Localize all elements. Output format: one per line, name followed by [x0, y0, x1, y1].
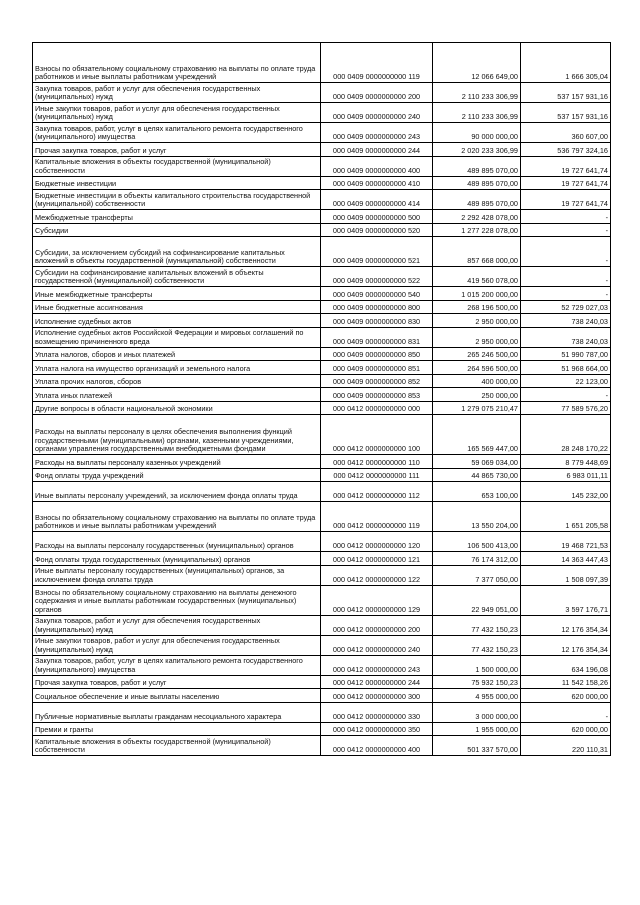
executed-amount: 1 651 205,58	[521, 502, 611, 532]
budget-code: 000 0409 0000000000 500	[321, 210, 433, 224]
budget-code: 000 0409 0000000000 200	[321, 83, 433, 103]
item-name-cell	[33, 722, 321, 736]
approved-amount: 250 000,00	[433, 388, 521, 402]
item-name-cell	[33, 83, 321, 103]
approved-amount: 90 000 000,00	[433, 123, 521, 143]
item-name-cell	[33, 675, 321, 689]
approved-amount: 106 500 413,00	[433, 532, 521, 552]
budget-code: 000 0412 0000000000 400	[321, 736, 433, 756]
table-row	[33, 327, 611, 347]
table-row	[33, 287, 611, 301]
executed-amount: -	[521, 287, 611, 301]
budget-code: 000 0409 0000000000 522	[321, 267, 433, 287]
table-row	[33, 190, 611, 210]
approved-amount: 22 949 051,00	[433, 585, 521, 615]
item-name-cell	[33, 223, 321, 237]
executed-amount: -	[521, 267, 611, 287]
executed-amount: 1 666 305,04	[521, 43, 611, 83]
item-name-cell	[33, 176, 321, 190]
approved-amount: 77 432 150,23	[433, 635, 521, 655]
item-name-cell	[33, 401, 321, 415]
budget-page	[32, 42, 610, 756]
item-name: Межбюджетные трансферты	[35, 212, 133, 222]
approved-amount: 165 569 447,00	[433, 415, 521, 455]
item-name-cell	[33, 287, 321, 301]
table-row	[33, 143, 611, 157]
table-row	[33, 267, 611, 287]
item-name-cell	[33, 143, 321, 157]
item-name-cell	[33, 702, 321, 722]
budget-code: 000 0409 0000000000 244	[321, 143, 433, 157]
item-name: Субсидии, за исключением субсидий на софинансирование капитальных вложений в объекты государственной (муниципальной) собственности	[35, 247, 285, 266]
executed-amount: 19 727 641,74	[521, 176, 611, 190]
executed-amount: -	[521, 237, 611, 267]
budget-code: 000 0412 0000000000 240	[321, 635, 433, 655]
budget-code: 000 0409 0000000000 831	[321, 327, 433, 347]
item-name: Бюджетные инвестиции	[35, 179, 117, 189]
table-row	[33, 655, 611, 675]
executed-amount: 537 157 931,16	[521, 103, 611, 123]
item-name: Уплата иных платежей	[35, 390, 113, 400]
item-name: Расходы на выплаты персоналу государственных (муниципальных) органов	[35, 541, 294, 551]
executed-amount: 537 157 931,16	[521, 83, 611, 103]
item-name: Взносы по обязательному социальному страхованию на выплаты денежного содержания и иные выплаты работникам государственных (муниципальных) органов	[35, 587, 297, 614]
budget-code: 000 0412 0000000000 120	[321, 532, 433, 552]
executed-amount: 51 968 664,00	[521, 361, 611, 375]
item-name-cell	[33, 43, 321, 83]
table-row	[33, 347, 611, 361]
table-row	[33, 689, 611, 703]
item-name-cell	[33, 374, 321, 388]
budget-code: 000 0412 0000000000 112	[321, 482, 433, 502]
executed-amount: 220 110,31	[521, 736, 611, 756]
budget-code: 000 0409 0000000000 540	[321, 287, 433, 301]
budget-code: 000 0409 0000000000 851	[321, 361, 433, 375]
approved-amount: 2 950 000,00	[433, 327, 521, 347]
table-row	[33, 176, 611, 190]
item-name: Закупка товаров, работ и услуг для обеспечения государственных (муниципальных) нужд	[35, 83, 261, 102]
item-name-cell	[33, 655, 321, 675]
table-row	[33, 388, 611, 402]
item-name: Уплата прочих налогов, сборов	[35, 377, 142, 387]
item-name-cell	[33, 552, 321, 566]
executed-amount: -	[521, 702, 611, 722]
item-name: Социальное обеспечение и иные выплаты населению	[35, 691, 220, 701]
table-row	[33, 552, 611, 566]
table-row	[33, 374, 611, 388]
executed-amount: 11 542 158,26	[521, 675, 611, 689]
item-name-cell	[33, 156, 321, 176]
budget-code: 000 0409 0000000000 852	[321, 374, 433, 388]
table-row	[33, 237, 611, 267]
executed-amount: 360 607,00	[521, 123, 611, 143]
table-row	[33, 156, 611, 176]
executed-amount: 19 727 641,74	[521, 190, 611, 210]
budget-table	[32, 42, 611, 756]
budget-code: 000 0412 0000000000 121	[321, 552, 433, 566]
budget-code: 000 0409 0000000000 240	[321, 103, 433, 123]
table-row	[33, 482, 611, 502]
approved-amount: 489 895 070,00	[433, 190, 521, 210]
item-name: Иные закупки товаров, работ и услуг для обеспечения государственных (муниципальных) нужд	[35, 103, 280, 122]
item-name: Фонд оплаты труда учреждений	[35, 471, 144, 481]
approved-amount: 1 277 228 078,00	[433, 223, 521, 237]
approved-amount: 3 000 000,00	[433, 702, 521, 722]
item-name: Уплата налога на имущество организаций и земельного налога	[35, 363, 251, 373]
item-name: Другие вопросы в области национальной экономики	[35, 404, 213, 414]
budget-code: 000 0412 0000000000 119	[321, 502, 433, 532]
item-name: Прочая закупка товаров, работ и услуг	[35, 678, 167, 688]
budget-code: 000 0409 0000000000 853	[321, 388, 433, 402]
approved-amount: 857 668 000,00	[433, 237, 521, 267]
budget-code: 000 0412 0000000000 110	[321, 455, 433, 469]
table-row	[33, 223, 611, 237]
table-row	[33, 502, 611, 532]
item-name: Взносы по обязательному социальному страхованию на выплаты по оплате труда работников и иные выплаты работникам учреждений	[35, 63, 316, 82]
table-row	[33, 532, 611, 552]
table-row	[33, 210, 611, 224]
executed-amount: 6 983 011,11	[521, 468, 611, 482]
table-row	[33, 83, 611, 103]
executed-amount: 8 779 448,69	[521, 455, 611, 469]
item-name-cell	[33, 615, 321, 635]
budget-code: 000 0409 0000000000 800	[321, 300, 433, 314]
executed-amount: 14 363 447,43	[521, 552, 611, 566]
table-row	[33, 585, 611, 615]
item-name: Капитальные вложения в объекты государственной (муниципальной) собственности	[35, 157, 271, 175]
item-name-cell	[33, 482, 321, 502]
item-name: Иные выплаты персоналу государственных (муниципальных) органов, за исключением фонда оплаты труда	[35, 566, 285, 584]
table-row	[33, 468, 611, 482]
approved-amount: 2 292 428 078,00	[433, 210, 521, 224]
budget-code: 000 0409 0000000000 520	[321, 223, 433, 237]
executed-amount: 738 240,03	[521, 314, 611, 328]
budget-code: 000 0412 0000000000 350	[321, 722, 433, 736]
table-row	[33, 300, 611, 314]
table-row	[33, 401, 611, 415]
approved-amount: 501 337 570,00	[433, 736, 521, 756]
budget-code: 000 0412 0000000000 100	[321, 415, 433, 455]
item-name-cell	[33, 347, 321, 361]
budget-code: 000 0409 0000000000 850	[321, 347, 433, 361]
table-row	[33, 103, 611, 123]
approved-amount: 419 560 078,00	[433, 267, 521, 287]
item-name-cell	[33, 455, 321, 469]
item-name: Исполнение судебных актов Российской Федерации и мировых соглашений по возмещению причиненного вреда	[35, 328, 304, 346]
item-name-cell	[33, 415, 321, 455]
table-row	[33, 415, 611, 455]
approved-amount: 268 196 500,00	[433, 300, 521, 314]
item-name-cell	[33, 502, 321, 532]
item-name: Исполнение судебных актов	[35, 316, 132, 326]
approved-amount: 2 110 233 306,99	[433, 83, 521, 103]
item-name-cell	[33, 237, 321, 267]
budget-code: 000 0409 0000000000 243	[321, 123, 433, 143]
item-name-cell	[33, 314, 321, 328]
item-name: Уплата налогов, сборов и иных платежей	[35, 350, 176, 360]
budget-code: 000 0409 0000000000 119	[321, 43, 433, 83]
executed-amount: -	[521, 388, 611, 402]
executed-amount: 51 990 787,00	[521, 347, 611, 361]
item-name: Взносы по обязательному социальному страхованию на выплаты по оплате труда работников и иные выплаты работникам учреждений	[35, 512, 316, 531]
approved-amount: 2 950 000,00	[433, 314, 521, 328]
item-name-cell	[33, 123, 321, 143]
executed-amount: 620 000,00	[521, 722, 611, 736]
item-name-cell	[33, 532, 321, 552]
item-name: Расходы на выплаты персоналу казенных учреждений	[35, 457, 221, 467]
item-name: Расходы на выплаты персоналу в целях обеспечения выполнения функций государственными (муниципальными) органами, казенными учреждениями, органами управления государственными внебюджетными фондами	[35, 427, 294, 454]
budget-code: 000 0412 0000000000 122	[321, 565, 433, 585]
item-name: Закупка товаров, работ и услуг для обеспечения государственных (муниципальных) нужд	[35, 616, 261, 634]
executed-amount: 3 597 176,71	[521, 585, 611, 615]
table-row	[33, 43, 611, 83]
table-row	[33, 722, 611, 736]
approved-amount: 76 174 312,00	[433, 552, 521, 566]
budget-code: 000 0412 0000000000 330	[321, 702, 433, 722]
executed-amount: 536 797 324,16	[521, 143, 611, 157]
executed-amount: 12 176 354,34	[521, 635, 611, 655]
approved-amount: 2 020 233 306,99	[433, 143, 521, 157]
budget-code: 000 0412 0000000000 243	[321, 655, 433, 675]
item-name-cell	[33, 327, 321, 347]
budget-code: 000 0409 0000000000 400	[321, 156, 433, 176]
approved-amount: 12 066 649,00	[433, 43, 521, 83]
budget-code: 000 0409 0000000000 414	[321, 190, 433, 210]
table-row	[33, 635, 611, 655]
budget-code: 000 0412 0000000000 129	[321, 585, 433, 615]
item-name-cell	[33, 689, 321, 703]
item-name: Иные закупки товаров, работ и услуг для обеспечения государственных (муниципальных) нужд	[35, 636, 280, 654]
item-name-cell	[33, 210, 321, 224]
approved-amount: 1 279 075 210,47	[433, 401, 521, 415]
approved-amount: 1 955 000,00	[433, 722, 521, 736]
executed-amount: 19 468 721,53	[521, 532, 611, 552]
approved-amount: 2 110 233 306,99	[433, 103, 521, 123]
approved-amount: 77 432 150,23	[433, 615, 521, 635]
executed-amount: 634 196,08	[521, 655, 611, 675]
table-row	[33, 736, 611, 756]
approved-amount: 489 895 070,00	[433, 176, 521, 190]
executed-amount: -	[521, 210, 611, 224]
approved-amount: 264 596 500,00	[433, 361, 521, 375]
executed-amount: 28 248 170,22	[521, 415, 611, 455]
approved-amount: 1 015 200 000,00	[433, 287, 521, 301]
budget-code: 000 0409 0000000000 410	[321, 176, 433, 190]
table-row	[33, 702, 611, 722]
executed-amount: 19 727 641,74	[521, 156, 611, 176]
table-row	[33, 314, 611, 328]
item-name-cell	[33, 300, 321, 314]
table-row	[33, 675, 611, 689]
approved-amount: 59 069 034,00	[433, 455, 521, 469]
approved-amount: 7 377 050,00	[433, 565, 521, 585]
item-name: Капитальные вложения в объекты государственной (муниципальной) собственности	[35, 736, 271, 755]
item-name-cell	[33, 736, 321, 756]
item-name: Фонд оплаты труда государственных (муниципальных) органов	[35, 554, 251, 564]
item-name-cell	[33, 565, 321, 585]
item-name-cell	[33, 585, 321, 615]
item-name-cell	[33, 388, 321, 402]
approved-amount: 400 000,00	[433, 374, 521, 388]
item-name: Иные бюджетные ассигнования	[35, 303, 143, 313]
item-name: Иные выплаты персоналу учреждений, за исключением фонда оплаты труда	[35, 491, 298, 501]
item-name-cell	[33, 267, 321, 287]
table-row	[33, 123, 611, 143]
table-row	[33, 615, 611, 635]
executed-amount: 12 176 354,34	[521, 615, 611, 635]
executed-amount: -	[521, 223, 611, 237]
item-name-cell	[33, 103, 321, 123]
executed-amount: 738 240,03	[521, 327, 611, 347]
approved-amount: 44 865 730,00	[433, 468, 521, 482]
approved-amount: 653 100,00	[433, 482, 521, 502]
budget-code: 000 0412 0000000000 200	[321, 615, 433, 635]
approved-amount: 13 550 204,00	[433, 502, 521, 532]
approved-amount: 489 895 070,00	[433, 156, 521, 176]
item-name-cell	[33, 635, 321, 655]
item-name: Субсидии на софинансирование капитальных вложений в объекты государственной (муниципальной) собственности	[35, 267, 264, 286]
executed-amount: 52 729 027,03	[521, 300, 611, 314]
item-name-cell	[33, 468, 321, 482]
executed-amount: 1 508 097,39	[521, 565, 611, 585]
budget-code: 000 0412 0000000000 244	[321, 675, 433, 689]
item-name: Закупка товаров, работ, услуг в целях капитального ремонта государственного (муниципального) имущества	[35, 123, 303, 142]
item-name-cell	[33, 361, 321, 375]
table-row	[33, 455, 611, 469]
budget-code: 000 0409 0000000000 830	[321, 314, 433, 328]
item-name: Премии и гранты	[35, 725, 94, 735]
approved-amount: 75 932 150,23	[433, 675, 521, 689]
budget-code: 000 0409 0000000000 521	[321, 237, 433, 267]
executed-amount: 145 232,00	[521, 482, 611, 502]
executed-amount: 620 000,00	[521, 689, 611, 703]
budget-code: 000 0412 0000000000 111	[321, 468, 433, 482]
budget-table-body	[33, 43, 611, 756]
budget-code: 000 0412 0000000000 000	[321, 401, 433, 415]
item-name: Бюджетные инвестиции в объекты капитального строительства государственной (муниципальной) собственности	[35, 190, 311, 209]
approved-amount: 1 500 000,00	[433, 655, 521, 675]
approved-amount: 4 955 000,00	[433, 689, 521, 703]
budget-code: 000 0412 0000000000 300	[321, 689, 433, 703]
approved-amount: 265 246 500,00	[433, 347, 521, 361]
table-row	[33, 565, 611, 585]
item-name-cell	[33, 190, 321, 210]
item-name: Закупка товаров, работ, услуг в целях капитального ремонта государственного (муниципального) имущества	[35, 656, 303, 674]
item-name: Публичные нормативные выплаты гражданам несоциального характера	[35, 711, 282, 721]
executed-amount: 77 589 576,20	[521, 401, 611, 415]
item-name: Субсидии	[35, 226, 69, 236]
item-name: Иные межбюджетные трансферты	[35, 289, 153, 299]
item-name: Прочая закупка товаров, работ и услуг	[35, 145, 167, 155]
executed-amount: 22 123,00	[521, 374, 611, 388]
table-row	[33, 361, 611, 375]
